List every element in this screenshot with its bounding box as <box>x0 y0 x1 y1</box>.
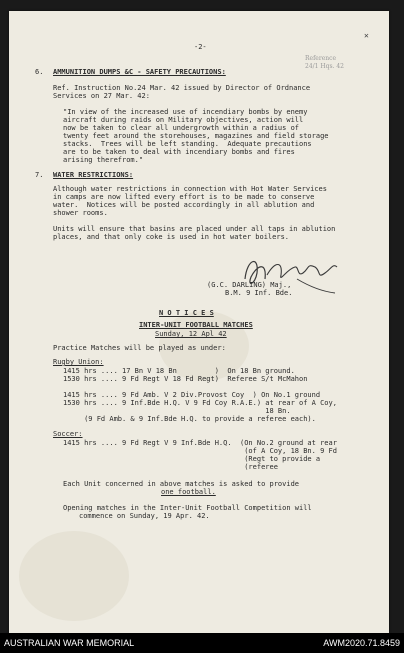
document-page <box>9 11 389 633</box>
para-line: Although water restrictions in connection with Hot Water Services <box>53 185 327 193</box>
para-line: Units will ensure that basins are placed under all taps in ablution <box>53 225 336 233</box>
quote-line: stacks. Trees will be left standing. Adequate precautions <box>63 140 312 148</box>
section-6-number: 6. <box>35 68 44 76</box>
schedule-row: (9 Fd Amb. & 9 Inf.Bde H.Q. to provide a referee each). <box>63 415 316 423</box>
rugby-label: Rugby Union: <box>53 358 104 366</box>
opening-line: Opening matches in the Inter-Unit Football Competition will <box>63 504 312 512</box>
section-7-number: 7. <box>35 171 44 179</box>
footer-institution: AUSTRALIAN WAR MEMORIAL <box>4 638 135 648</box>
signature-title: B.M. 9 Inf. Bde. <box>225 289 293 297</box>
quote-line: arising therefrom." <box>63 156 144 164</box>
corner-note-2: 24/1 Hqs. 42 <box>305 63 344 70</box>
opening-line: commence on Sunday, 19 Apr. 42. <box>79 512 210 520</box>
schedule-row: (referee <box>63 463 278 471</box>
notices-subtitle: INTER-UNIT FOOTBALL MATCHES <box>139 321 253 329</box>
schedule-row: 18 Bn. <box>63 407 291 415</box>
quote-line: aircraft during raids on Military objectives, action will <box>63 116 304 124</box>
notices-intro: Practice Matches will be played as under: <box>53 344 226 352</box>
para-line: water. Notices will be posted accordingly in all ablution and <box>53 201 315 209</box>
section-6-line: Ref. Instruction No.24 Mar. 42 issued by Director of Ordnance <box>53 84 311 92</box>
schedule-row: (of A Coy, 18 Bn. 9 Fd <box>63 447 337 455</box>
footer-accession-number: AWM2020.71.8459 <box>323 638 400 648</box>
schedule-row: (Regt to provide a <box>63 455 321 463</box>
schedule-row: 1415 hrs .... 9 Fd Regt V 9 Inf.Bde H.Q. (On No.2 ground at rear <box>63 439 337 447</box>
section-6-heading: AMMUNITION DUMPS &C - SAFETY PRECAUTIONS: <box>53 68 226 76</box>
corner-mark: ✕ <box>364 31 369 40</box>
archive-footer <box>0 633 404 653</box>
quote-line: twenty feet around the storehouses, magazines and field storage <box>63 132 329 140</box>
soccer-label: Soccer: <box>53 430 83 438</box>
para-line: places, and that only coke is used in hot water boilers. <box>53 233 290 241</box>
quote-line: "In view of the increased use of incendiary bombs by enemy <box>63 108 308 116</box>
signature-name: (G.C. DARLING) Maj., <box>207 281 292 289</box>
para-line: in camps are now lifted every effort is to be made to conserve <box>53 193 315 201</box>
schedule-row: 1530 hrs .... 9 Fd Regt V 18 Fd Regt) Referee S/t McMahon <box>63 375 308 383</box>
para-line: shower rooms. <box>53 209 108 217</box>
section-7-heading: WATER RESTRICTIONS: <box>53 171 134 179</box>
quote-line: now be taken to clear all undergrowth within a radius of <box>63 124 300 132</box>
schedule-row: 1530 hrs .... 9 Inf.Bde H.Q. V 9 Fd Coy R.A.E.) at rear of A Coy, <box>63 399 337 407</box>
section-6-line: Services on 27 Mar. 42: <box>53 92 150 100</box>
corner-note-1: Reference <box>305 55 337 62</box>
schedule-row: 1415 hrs .... 17 Bn V 18 Bn ) On 18 Bn ground. <box>63 367 295 375</box>
schedule-row: 1415 hrs .... 9 Fd Amb. V 2 Div.Provost Coy ) On No.1 ground <box>63 391 321 399</box>
quote-line: are to be taken to deal with incendiary bombs and fires <box>63 148 295 156</box>
notices-date: Sunday, 12 Apl 42 <box>155 330 227 338</box>
unit-note-line: Each Unit concerned in above matches is asked to provide <box>63 480 300 488</box>
unit-note-football: one football. <box>161 488 216 496</box>
notices-title: N O T I C E S <box>159 309 214 317</box>
page-number: -2- <box>194 43 207 51</box>
